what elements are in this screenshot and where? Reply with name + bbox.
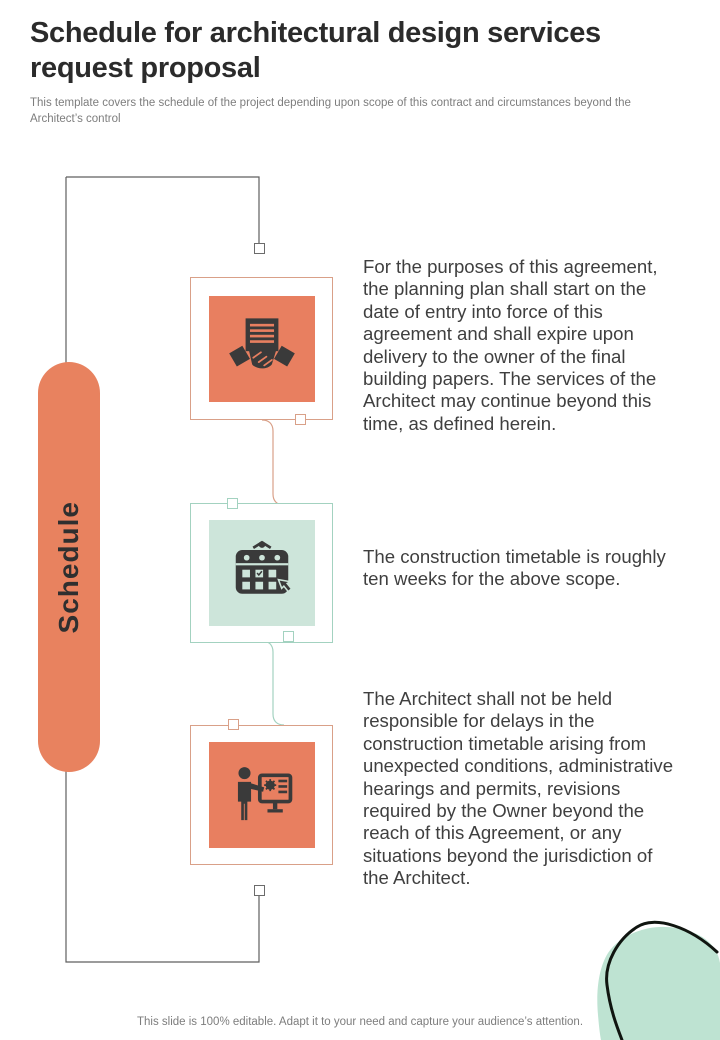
handshake-document-icon [227,314,297,384]
connector-handle-bottom [254,885,265,896]
timeline-item-3-text: The Architect shall not be held responsible for delays in the construction timetable arising from unexpected conditions, administrative hearings and permits, revisions required by the Owner beyond the reach of this Agreement, or any situations beyond the jurisdiction of the Architect. [363,688,674,889]
timeline-item-3-box [190,725,333,865]
page-title: Schedule for architectural design services request proposal [30,17,601,85]
calendar-check-icon [227,538,297,608]
presentation-board-icon [227,760,297,830]
page-subtitle: This template covers the schedule of the project depending upon scope of this contract and circumstances beyond the Architect’s control [30,97,631,125]
timeline-item-2-tile [209,520,315,626]
timeline-item-2-box [190,503,333,643]
schedule-pill-label: Schedule [53,500,84,634]
connector-handle-top [254,243,265,254]
box2-handle-bottom [283,631,294,642]
box3-handle [228,719,239,730]
timeline-item-3-tile [209,742,315,848]
timeline-item-1-text: For the purposes of this agreement, the planning plan shall start on the date of entry into force of this agreement and shall expire upon delivery to the owner of the final building papers. The services of the Architect may continue beyond this time, as defined herein. [363,256,658,434]
timeline-item-1-tile [209,296,315,402]
box2-handle-top [227,498,238,509]
timeline-item-2-text: The construction timetable is roughly ten weeks for the above scope. [363,546,666,590]
footer-note: This slide is 100% editable. Adapt it to your need and capture your audience’s attention. [136,1016,584,1028]
schedule-pill [38,362,100,772]
box1-handle [295,414,306,425]
timeline-item-1-box [190,277,333,420]
